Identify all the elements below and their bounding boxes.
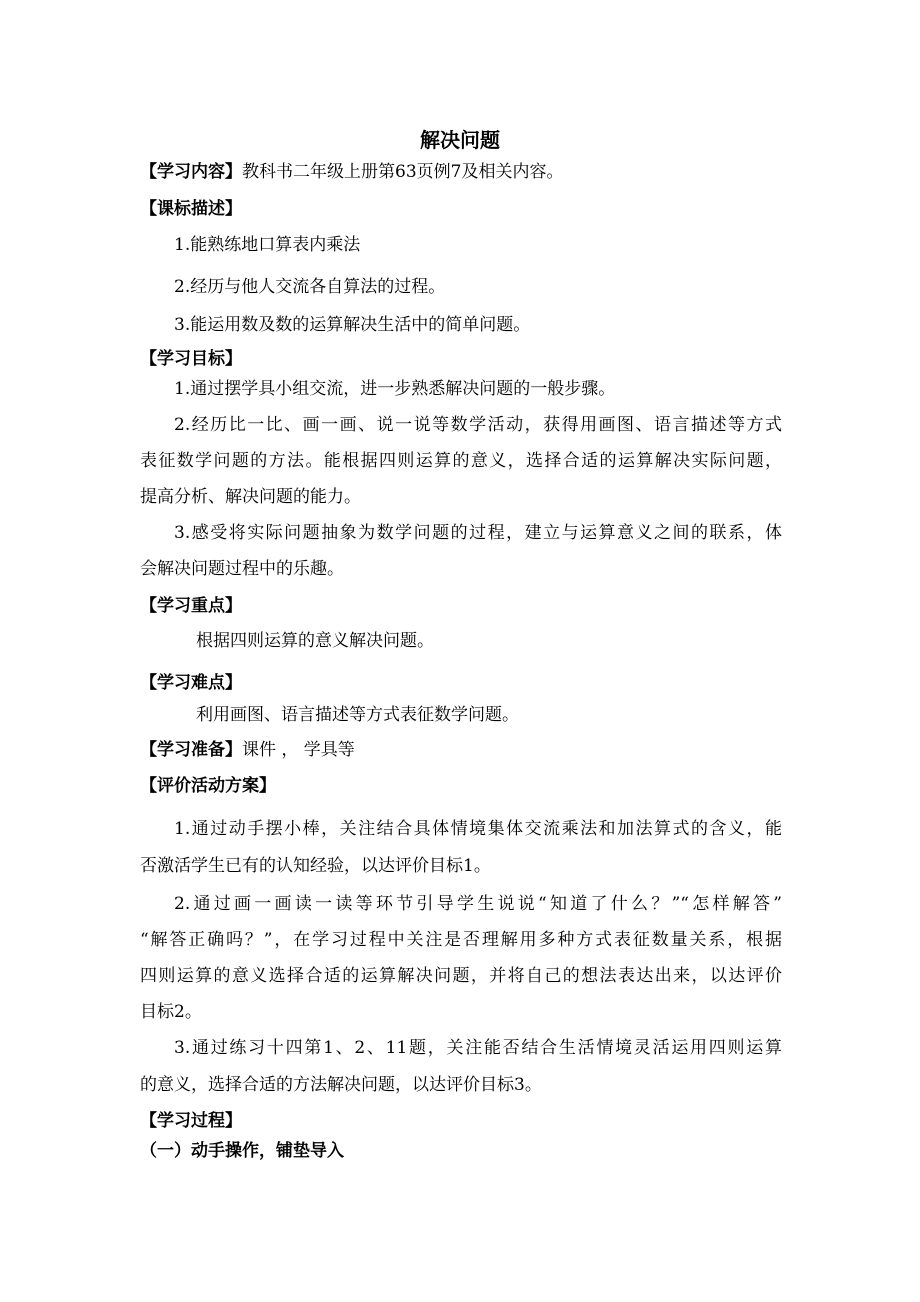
objective-3-line-1: 3.感受将实际问题抽象为数学问题的过程，建立与运算意义之间的联系，体 <box>174 523 782 543</box>
evaluation-1-line-1: 1.通过动手摆小棒，关注结合具体情境集体交流乘法和加法算式的含义，能 <box>174 819 782 839</box>
evaluation-2-line-1: 2.通过画一画读一读等环节引导学生说说“知道了什么？”“怎样解答” <box>174 894 782 914</box>
curriculum-heading: 【课标描述】 <box>140 199 242 219</box>
objective-2-line-1: 2.经历比一比、画一画、说一说等数学活动，获得用画图、语言描述等方式 <box>174 415 782 435</box>
objectives-heading: 【学习目标】 <box>140 349 242 369</box>
content-text: 教科书二年级上册第63页例7及相关内容。 <box>242 162 564 182</box>
evaluation-3-line-2: 的意义，选择合适的方法解决问题，以达评价目标3。 <box>140 1075 542 1095</box>
content-row <box>140 161 785 183</box>
preparation-text: 课件 ， 学具等 <box>242 740 355 760</box>
process-step-1: （一）动手操作，铺垫导入 <box>140 1141 344 1161</box>
evaluation-1-line-2: 否激活学生已有的认知经验，以达评价目标1。 <box>140 856 491 876</box>
objective-3-line-2: 会解决问题过程中的乐趣。 <box>140 559 344 579</box>
curriculum-item-1: 1.能熟练地口算表内乘法 <box>174 235 361 255</box>
evaluation-3-line-1: 3.通过练习十四第1、2、11题，关注能否结合生活情境灵活运用四则运算 <box>174 1038 782 1058</box>
evaluation-2-line-2: “解答正确吗？”，在学习过程中关注是否理解用多种方式表征数量关系，根据 <box>140 930 782 950</box>
objective-1: 1.通过摆学具小组交流，进一步熟悉解决问题的一般步骤。 <box>174 379 616 399</box>
curriculum-item-2: 2.经历与他人交流各自算法的过程。 <box>174 277 446 297</box>
evaluation-heading: 【评价活动方案】 <box>140 776 276 796</box>
page-title: 解决问题 <box>420 128 500 152</box>
process-heading: 【学习过程】 <box>140 1111 242 1131</box>
evaluation-2-line-4: 目标2。 <box>140 1002 202 1022</box>
curriculum-item-3: 3.能运用数及数的运算解决生活中的简单问题。 <box>174 315 531 335</box>
preparation-label: 【学习准备】 <box>140 740 242 760</box>
key-point-text: 根据四则运算的意义解决问题。 <box>196 631 434 651</box>
objective-2-line-2: 表征数学问题的方法。能根据四则运算的意义，选择合适的运算解决实际问题， <box>140 451 782 471</box>
objective-2-line-3: 提高分析、解决问题的能力。 <box>140 487 361 507</box>
key-point-heading: 【学习重点】 <box>140 596 242 616</box>
difficulty-heading: 【学习难点】 <box>140 673 242 693</box>
difficulty-text: 利用画图、语言描述等方式表征数学问题。 <box>196 705 519 725</box>
evaluation-2-line-3: 四则运算的意义选择合适的运算解决问题，并将自己的想法表达出来，以达评价 <box>140 966 782 986</box>
preparation-row <box>140 739 785 761</box>
content-label: 【学习内容】 <box>140 162 242 182</box>
